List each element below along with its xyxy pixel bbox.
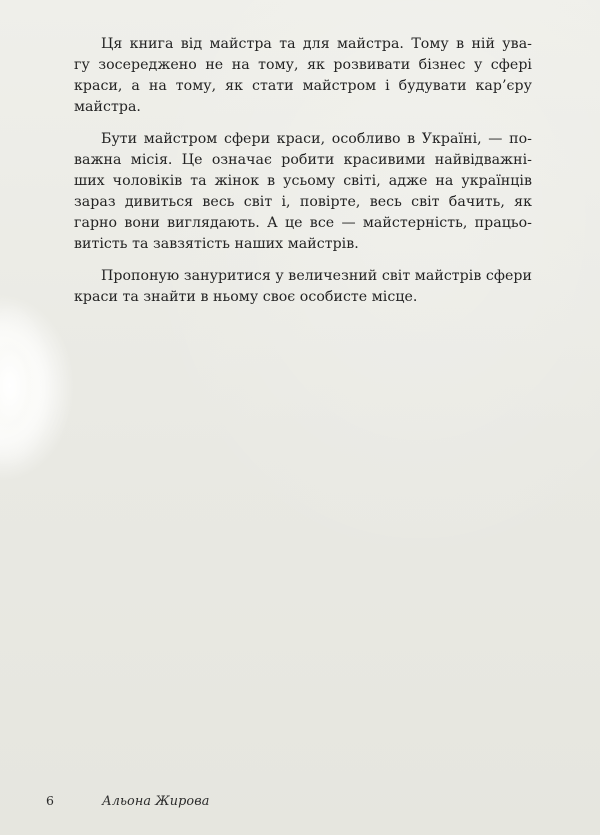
paragraph-2-line-2: важна місія. Це означає робити красивими найвідважні-: [74, 152, 532, 168]
paragraph-1-line-4: майстра.: [74, 99, 141, 115]
paragraph-1-line-2: гу зосереджено не на тому, як розвивати бізнес у сфері: [74, 57, 532, 73]
paragraph-2-line-6: витість та завзятість наших майстрів.: [74, 236, 359, 252]
paragraph-3-line-2: краси та знайти в ньому своє особисте місце.: [74, 289, 418, 305]
paragraph-1-line-3: краси, а на тому, як стати майстром і будувати кар’єру: [74, 78, 532, 94]
body-text: [74, 34, 532, 319]
paragraph-3: [74, 266, 532, 308]
paragraph-2-line-3: ших чоловіків та жінок в усьому світі, адже на українців: [74, 173, 532, 189]
paragraph-2-line-4: зараз дивиться весь світ і, повірте, весь світ бачить, як: [74, 194, 532, 210]
paragraph-1-line-1: Ця книга від майстра та для майстра. Тому в ній ува-: [101, 36, 532, 52]
paragraph-3-line-1: Пропоную зануритися у величезний світ майстрів сфери: [101, 268, 532, 284]
paragraph-2: [74, 129, 532, 255]
author-name: Альона Жирова: [101, 794, 210, 809]
paragraph-2-line-1: Бути майстром сфери краси, особливо в Україні, — по-: [101, 131, 532, 147]
paragraph-2-line-5: гарно вони виглядають. А це все — майстерність, працьо-: [74, 215, 532, 231]
paragraph-1: [74, 34, 532, 118]
page-footer: [46, 793, 209, 810]
page-number: 6: [46, 793, 54, 808]
page-glare: [0, 302, 58, 468]
